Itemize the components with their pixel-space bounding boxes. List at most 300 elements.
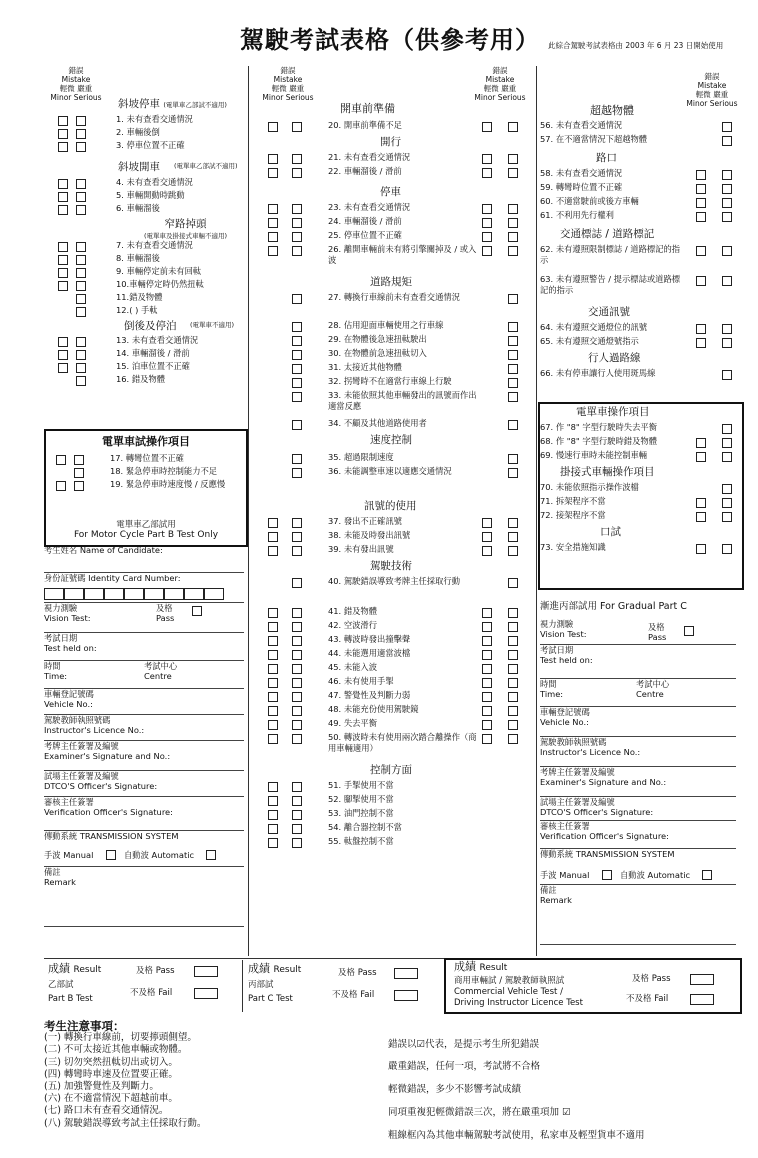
serious-checkbox[interactable] <box>482 246 492 256</box>
checklist-item: 47. 警覺性及判斷力弱 <box>328 690 411 700</box>
manual-checkbox[interactable] <box>106 850 116 860</box>
minor-checkbox[interactable] <box>268 796 278 806</box>
serious-checkbox[interactable] <box>482 518 492 528</box>
minor-checkbox[interactable] <box>58 281 68 291</box>
serious-checkbox[interactable] <box>508 734 518 744</box>
minor-checkbox[interactable] <box>268 154 278 164</box>
serious-checkbox[interactable] <box>508 706 518 716</box>
serious-checkbox[interactable] <box>508 578 518 588</box>
minor-checkbox[interactable] <box>268 824 278 834</box>
part-c-pass-box[interactable] <box>394 968 418 979</box>
minor-checkbox[interactable] <box>268 838 278 848</box>
serious-checkbox[interactable] <box>508 122 518 132</box>
minor-checkbox[interactable] <box>76 376 86 386</box>
serious-checkbox[interactable] <box>482 734 492 744</box>
section-heading: 停車 <box>380 186 401 198</box>
moto-part-cn: 電單車乙部試用 <box>116 520 176 530</box>
minor-checkbox[interactable] <box>696 184 706 194</box>
part-b-pass-box[interactable] <box>194 966 218 977</box>
checklist-item: 48. 未能充份使用駕駛鏡 <box>328 704 419 714</box>
form-date-note: 此綜合駕駛考試表格由 2003 年 6 月 23 日開始使用 <box>548 41 724 50</box>
serious-checkbox[interactable] <box>292 706 302 716</box>
id-digit-box[interactable] <box>164 588 184 600</box>
minor-checkbox[interactable] <box>58 205 68 215</box>
minor-checkbox[interactable] <box>722 370 732 380</box>
serious-checkbox[interactable] <box>508 204 518 214</box>
serious-checkbox[interactable] <box>722 170 732 180</box>
minor-checkbox[interactable] <box>76 307 86 317</box>
minor-checkbox[interactable] <box>292 336 302 346</box>
mistake-header-3: 錯誤 Mistake 輕微 嚴重 Minor Serious <box>686 72 738 108</box>
serious-checkbox[interactable] <box>482 720 492 730</box>
section-heading: 交通標誌 / 道路標記 <box>560 228 655 240</box>
serious-checkbox[interactable] <box>292 824 302 834</box>
section-title: 窄路掉頭 <box>164 218 207 230</box>
field-label-cn: 考生姓名 Name of Candidate: <box>44 545 163 555</box>
checklist-item: 31. 太接近其他物體 <box>328 362 402 372</box>
serious-checkbox[interactable] <box>292 664 302 674</box>
field-label-en: Verification Officer's Signature: <box>540 831 669 841</box>
minor-checkbox[interactable] <box>268 546 278 556</box>
minor-checkbox[interactable] <box>292 468 302 478</box>
minor-checkbox[interactable] <box>292 578 302 588</box>
id-digit-box[interactable] <box>184 588 204 600</box>
manual-label: 手波 Manual <box>540 870 590 880</box>
checklist-item: 37. 發出不正確訊號 <box>328 516 402 526</box>
minor-checkbox[interactable] <box>696 246 706 256</box>
minor-checkbox[interactable] <box>268 232 278 242</box>
minor-checkbox[interactable] <box>268 622 278 632</box>
serious-checkbox[interactable] <box>292 720 302 730</box>
serious-checkbox[interactable] <box>292 838 302 848</box>
centre-label-cn: 考試中心 <box>636 679 670 689</box>
serious-checkbox[interactable] <box>76 179 86 189</box>
test-date-row <box>540 644 736 679</box>
field-label-en: Vehicle No.: <box>44 699 93 709</box>
serious-checkbox[interactable] <box>292 154 302 164</box>
serious-checkbox[interactable] <box>508 378 518 388</box>
serious-checkbox[interactable] <box>722 198 732 208</box>
checklist-item: 4. 未有查看交通情況 <box>116 177 193 187</box>
minor-checkbox[interactable] <box>58 142 68 152</box>
section-heading <box>118 159 160 174</box>
checklist-item: 17. 轉彎位置不正確 <box>110 453 184 463</box>
minor-checkbox[interactable] <box>268 678 278 688</box>
minor-checkbox[interactable] <box>268 518 278 528</box>
checklist-item: 34. 不顧及其他道路使用者 <box>328 418 427 428</box>
automatic-checkbox[interactable] <box>702 870 712 880</box>
serious-checkbox[interactable] <box>508 532 518 542</box>
serious-checkbox[interactable] <box>508 232 518 242</box>
commercial-fail-box[interactable] <box>690 994 714 1005</box>
serious-checkbox[interactable] <box>508 454 518 464</box>
minor-checkbox[interactable] <box>58 192 68 202</box>
minor-checkbox[interactable] <box>268 218 278 228</box>
checklist-item: 18. 緊急停車時控制能力不足 <box>110 466 218 476</box>
serious-checkbox[interactable] <box>508 678 518 688</box>
checklist-item: 52. 腳掣使用不當 <box>328 794 394 804</box>
minor-checkbox[interactable] <box>292 350 302 360</box>
serious-checkbox[interactable] <box>292 218 302 228</box>
serious-checkbox[interactable] <box>292 204 302 214</box>
checklist-item: 70. 未能依照指示操作波檔 <box>540 482 639 492</box>
serious-checkbox[interactable] <box>292 734 302 744</box>
serious-checkbox[interactable] <box>76 268 86 278</box>
serious-checkbox[interactable] <box>74 455 84 465</box>
checklist-item: 20. 開車前準備不足 <box>328 120 402 130</box>
serious-checkbox[interactable] <box>292 168 302 178</box>
centre-label-en: Centre <box>144 671 172 681</box>
serious-checkbox[interactable] <box>482 664 492 674</box>
serious-checkbox[interactable] <box>76 192 86 202</box>
minor-checkbox[interactable] <box>268 720 278 730</box>
dtco-signature-row <box>540 796 736 821</box>
serious-checkbox[interactable] <box>482 168 492 178</box>
serious-checkbox[interactable] <box>508 322 518 332</box>
result-commercial: 成績 Result 商用車輛試 / 駕駛教師執照試 Commercial Vehicle Test / Driving Instructor Licence Test 及格 Pass 不及格 Fail <box>444 958 742 1014</box>
field-label-cn: 考牌主任簽署及編號 <box>540 767 615 777</box>
id-digit-box[interactable] <box>204 588 224 600</box>
serious-checkbox[interactable] <box>292 608 302 618</box>
serious-checkbox[interactable] <box>508 336 518 346</box>
id-digit-box[interactable] <box>144 588 164 600</box>
id-digit-box[interactable] <box>84 588 104 600</box>
minor-checkbox[interactable] <box>268 122 278 132</box>
checklist-item: 38. 未能及時發出訊號 <box>328 530 411 540</box>
minor-checkbox[interactable] <box>268 782 278 792</box>
serious-checkbox[interactable] <box>292 518 302 528</box>
section-heading: 電單車操作項目 <box>576 406 650 418</box>
minor-checkbox[interactable] <box>58 350 68 360</box>
serious-checkbox[interactable] <box>292 810 302 820</box>
minor-checkbox[interactable] <box>696 170 706 180</box>
minor-checkbox[interactable] <box>268 204 278 214</box>
minor-checkbox[interactable] <box>696 212 706 222</box>
serious-checkbox[interactable] <box>76 281 86 291</box>
serious-checkbox[interactable] <box>482 650 492 660</box>
field-label-en: Examiner's Signature and No.: <box>44 751 171 761</box>
serious-checkbox[interactable] <box>292 796 302 806</box>
note-item: (二) 不可太接近其他車輛或物體。 <box>44 1044 188 1056</box>
serious-checkbox[interactable] <box>482 546 492 556</box>
minor-checkbox[interactable] <box>268 246 278 256</box>
minor-checkbox[interactable] <box>268 810 278 820</box>
checklist-item: 65. 未有遵照交通燈號指示 <box>540 336 639 346</box>
serious-checkbox[interactable] <box>722 184 732 194</box>
minor-checkbox[interactable] <box>58 363 68 373</box>
serious-checkbox[interactable] <box>76 142 86 152</box>
field-label-en: Instructor's Licence No.: <box>540 747 641 757</box>
minor-checkbox[interactable] <box>268 608 278 618</box>
section-heading: 超越物體 <box>590 104 634 117</box>
minor-checkbox[interactable] <box>292 392 302 402</box>
checklist-item: 41. 錯及物體 <box>328 606 378 616</box>
remark-row <box>44 866 244 927</box>
minor-checkbox[interactable] <box>722 136 732 146</box>
section-heading: 開車前準備 <box>340 102 395 115</box>
serious-checkbox[interactable] <box>76 205 86 215</box>
field-label-cn: 駕駛教師執照號碼 <box>44 715 111 725</box>
minor-checkbox[interactable] <box>292 420 302 430</box>
mistake-header-2b: 錯誤 Mistake 輕微 嚴重 Minor Serious <box>474 66 526 102</box>
field-label-cn: 傳動系統 TRANSMISSION SYSTEM <box>44 831 179 841</box>
checklist-item: 13. 未有查看交通情況 <box>116 335 199 345</box>
serious-checkbox[interactable] <box>508 364 518 374</box>
field-label-cn: 車輛登記號碼 <box>44 689 94 699</box>
serious-checkbox[interactable] <box>722 276 732 286</box>
checklist-item: 58. 未有查看交通情況 <box>540 168 623 178</box>
transmission-row <box>540 848 736 885</box>
remark-row <box>540 884 736 945</box>
serious-checkbox[interactable] <box>76 255 86 265</box>
minor-checkbox[interactable] <box>268 692 278 702</box>
motorcycle-box <box>44 429 248 547</box>
checklist-item: 49. 失去平衡 <box>328 718 378 728</box>
serious-checkbox[interactable] <box>76 337 86 347</box>
minor-checkbox[interactable] <box>292 322 302 332</box>
dtco-signature-row <box>44 770 244 797</box>
checklist-item: 40. 駕駛錯誤導致考牌主任採取行動 <box>328 576 460 586</box>
id-digit-box[interactable] <box>44 588 64 600</box>
id-number-row <box>44 572 244 603</box>
checklist-item: 7. 未有查看交通情況 <box>116 240 193 250</box>
serious-checkbox[interactable] <box>722 338 732 348</box>
minor-checkbox[interactable] <box>76 294 86 304</box>
centre-label-cn: 考試中心 <box>144 661 178 671</box>
gradual-part-c-label: 漸進丙部試用 For Gradual Part C <box>540 601 687 612</box>
checklist-item: 10.車輛停定時仍然扭軚 <box>116 279 204 289</box>
instructor-licence-row <box>44 714 244 741</box>
section-note: (電單車及掛接式車輛不適用) <box>144 232 228 240</box>
transmission-row <box>44 830 244 867</box>
minor-checkbox[interactable] <box>268 734 278 744</box>
serious-checkbox[interactable] <box>482 622 492 632</box>
minor-checkbox[interactable] <box>58 242 68 252</box>
serious-checkbox[interactable] <box>292 636 302 646</box>
field-label-en: Time: <box>540 689 564 699</box>
field-label-en: DTCO'S Officer's Signature: <box>44 781 158 791</box>
section-heading: 道路規矩 <box>370 276 412 288</box>
serious-checkbox[interactable] <box>482 532 492 542</box>
minor-checkbox[interactable] <box>696 324 706 334</box>
checklist-item: 2. 車輛後倒 <box>116 127 160 137</box>
time-centre-row <box>44 660 244 689</box>
field-label-en: Verification Officer's Signature: <box>44 807 173 817</box>
minor-checkbox[interactable] <box>58 268 68 278</box>
serious-checkbox[interactable] <box>482 608 492 618</box>
serious-checkbox[interactable] <box>292 232 302 242</box>
serious-checkbox[interactable] <box>292 692 302 702</box>
minor-checkbox[interactable] <box>268 532 278 542</box>
serious-checkbox[interactable] <box>508 636 518 646</box>
pass-label-en: Pass <box>156 613 175 623</box>
serious-checkbox[interactable] <box>508 650 518 660</box>
field-label-cn: 時間 <box>44 661 61 671</box>
serious-checkbox[interactable] <box>292 678 302 688</box>
serious-checkbox[interactable] <box>508 692 518 702</box>
field-label-cn: 視力測驗 <box>540 619 574 629</box>
serious-checkbox[interactable] <box>508 518 518 528</box>
checklist-item: 21. 未有查看交通情況 <box>328 152 411 162</box>
serious-checkbox[interactable] <box>508 468 518 478</box>
instructor-licence-row <box>540 736 736 767</box>
part-c-fail-box[interactable] <box>394 990 418 1001</box>
serious-checkbox[interactable] <box>482 692 492 702</box>
serious-checkbox[interactable] <box>508 294 518 304</box>
serious-checkbox[interactable] <box>508 420 518 430</box>
serious-checkbox[interactable] <box>722 324 732 334</box>
legend-3: 輕微錯誤，多少不影響考試成績 <box>388 1084 522 1095</box>
automatic-label: 自動波 Automatic <box>620 870 691 880</box>
part-b-fail-box[interactable] <box>194 988 218 999</box>
checklist-item: 6. 車輛溜後 <box>116 203 160 213</box>
serious-checkbox[interactable] <box>76 363 86 373</box>
minor-checkbox[interactable] <box>696 198 706 208</box>
automatic-checkbox[interactable] <box>206 850 216 860</box>
minor-checkbox[interactable] <box>292 378 302 388</box>
checklist-item: 71. 拆架程序不當 <box>540 496 606 506</box>
result-part-b: 成績 Result 乙部試 Part B Test 及格 Pass 不及格 Fail <box>44 960 240 1010</box>
serious-checkbox[interactable] <box>74 481 84 491</box>
checklist-item: 14. 車輛溜後 / 滑前 <box>116 348 190 358</box>
minor-checkbox[interactable] <box>268 636 278 646</box>
checklist-item: 35. 超過限制速度 <box>328 452 394 462</box>
minor-checkbox[interactable] <box>268 664 278 674</box>
checklist-item: 36. 未能調整車速以適應交通情況 <box>328 466 452 476</box>
checklist-item: 57. 在不適當情況下超越物體 <box>540 134 648 144</box>
serious-checkbox[interactable] <box>482 678 492 688</box>
serious-checkbox[interactable] <box>482 154 492 164</box>
checklist-item: 42. 空波滑行 <box>328 620 378 630</box>
checklist-item: 33. 未能依照其他車輛發出的訊號而作出適當反應 <box>328 390 477 411</box>
minor-checkbox[interactable] <box>268 650 278 660</box>
serious-checkbox[interactable] <box>508 246 518 256</box>
note-item: (四) 轉彎時車速及位置要正確。 <box>44 1068 178 1080</box>
candidate-name-row <box>44 544 244 573</box>
section-slope-stop: 斜坡停車 (電單車乙部試不適用) <box>118 98 227 110</box>
minor-checkbox[interactable] <box>292 454 302 464</box>
vision-test-row <box>540 618 736 645</box>
serious-checkbox[interactable] <box>292 622 302 632</box>
pass-label-cn: 及格 <box>156 603 173 613</box>
note-item: (一) 轉換行車線前，切要擰頭側望。 <box>44 1032 197 1044</box>
mistake-header-2: 錯誤 Mistake 輕微 嚴重 Minor Serious <box>262 66 314 102</box>
serious-checkbox[interactable] <box>292 650 302 660</box>
serious-checkbox[interactable] <box>508 608 518 618</box>
minor-checkbox[interactable] <box>268 706 278 716</box>
minor-checkbox[interactable] <box>56 481 66 491</box>
minor-checkbox[interactable] <box>58 255 68 265</box>
checklist-item: 46. 未有使用手掣 <box>328 676 394 686</box>
serious-checkbox[interactable] <box>508 154 518 164</box>
serious-checkbox[interactable] <box>482 636 492 646</box>
minor-checkbox[interactable] <box>268 168 278 178</box>
serious-checkbox[interactable] <box>508 168 518 178</box>
minor-checkbox[interactable] <box>696 276 706 286</box>
minor-checkbox[interactable] <box>292 364 302 374</box>
automatic-label: 自動波 Automatic <box>124 850 195 860</box>
serious-checkbox[interactable] <box>76 242 86 252</box>
vision-pass-checkbox[interactable] <box>192 606 202 616</box>
serious-checkbox[interactable] <box>292 546 302 556</box>
minor-checkbox[interactable] <box>58 116 68 126</box>
serious-checkbox[interactable] <box>76 129 86 139</box>
checklist-item: 66. 未有停車讓行人使用斑馬線 <box>540 368 656 378</box>
serious-checkbox[interactable] <box>508 664 518 674</box>
checklist-item: 8. 車輛溜後 <box>116 253 160 263</box>
serious-checkbox[interactable] <box>508 392 518 402</box>
legend-5: 粗線框內為其他車輛駕駛考試使用，私家車及輕型貨車不適用 <box>388 1130 645 1141</box>
serious-checkbox[interactable] <box>482 204 492 214</box>
id-digit-box[interactable] <box>104 588 124 600</box>
section-heading: 訊號的使用 <box>364 500 417 512</box>
checklist-item: 12.( ) 手軚 <box>116 305 158 315</box>
checklist-column-2 <box>252 66 536 946</box>
manual-checkbox[interactable] <box>602 870 612 880</box>
field-label-cn: 試場主任簽署及編號 <box>44 771 119 781</box>
checklist-item: 16. 錯及物體 <box>116 374 166 384</box>
checklist-item: 59. 轉彎時位置不正確 <box>540 182 623 192</box>
serious-checkbox[interactable] <box>292 782 302 792</box>
serious-checkbox[interactable] <box>482 706 492 716</box>
serious-checkbox[interactable] <box>508 622 518 632</box>
minor-checkbox[interactable] <box>56 455 66 465</box>
serious-checkbox[interactable] <box>508 350 518 360</box>
serious-checkbox[interactable] <box>722 246 732 256</box>
serious-checkbox[interactable] <box>482 218 492 228</box>
vision-test-row <box>44 602 244 633</box>
serious-checkbox[interactable] <box>292 532 302 542</box>
commercial-pass-box[interactable] <box>690 974 714 985</box>
checklist-item: 19. 緊急停車時速度慢 / 反應慢 <box>110 479 226 489</box>
minor-checkbox[interactable] <box>58 129 68 139</box>
minor-checkbox[interactable] <box>58 179 68 189</box>
serious-checkbox[interactable] <box>722 212 732 222</box>
field-label-en: Test held on: <box>44 643 97 653</box>
vision-pass-checkbox[interactable] <box>684 626 694 636</box>
serious-checkbox[interactable] <box>292 246 302 256</box>
minor-checkbox[interactable] <box>74 468 84 478</box>
field-label-cn: 考試日期 <box>540 645 574 655</box>
minor-checkbox[interactable] <box>696 338 706 348</box>
checklist-item: 72. 接架程序不當 <box>540 510 606 520</box>
checklist-item: 64. 未有遵照交通燈位的訊號 <box>540 322 648 332</box>
section-heading: 開行 <box>380 136 401 148</box>
serious-checkbox[interactable] <box>508 546 518 556</box>
id-digit-box[interactable] <box>64 588 84 600</box>
serious-checkbox[interactable] <box>508 720 518 730</box>
serious-checkbox[interactable] <box>508 218 518 228</box>
mistake-header: 錯誤 Mistake 輕微 嚴重 Minor Serious <box>50 66 102 102</box>
minor-checkbox[interactable] <box>722 122 732 132</box>
note-item: (五) 加強警覺性及判斷力。 <box>44 1081 159 1093</box>
serious-checkbox[interactable] <box>292 122 302 132</box>
field-label-en: Vehicle No.: <box>540 717 589 727</box>
checklist-item: 62. 未有遵照限制標誌 / 道路標記的指示 <box>540 244 681 265</box>
checklist-item: 9. 車輛停定前未有回軚 <box>116 266 202 276</box>
serious-checkbox[interactable] <box>76 116 86 126</box>
serious-checkbox[interactable] <box>482 232 492 242</box>
serious-checkbox[interactable] <box>482 122 492 132</box>
checklist-item: 25. 停車位置不正確 <box>328 230 402 240</box>
examiner-signature-row <box>540 766 736 797</box>
minor-checkbox[interactable] <box>58 337 68 347</box>
minor-checkbox[interactable] <box>292 294 302 304</box>
serious-checkbox[interactable] <box>76 350 86 360</box>
checklist-item: 39. 未有發出訊號 <box>328 544 394 554</box>
moto-part-en: For Motor Cycle Part B Test Only <box>73 530 219 540</box>
id-digit-box[interactable] <box>124 588 144 600</box>
